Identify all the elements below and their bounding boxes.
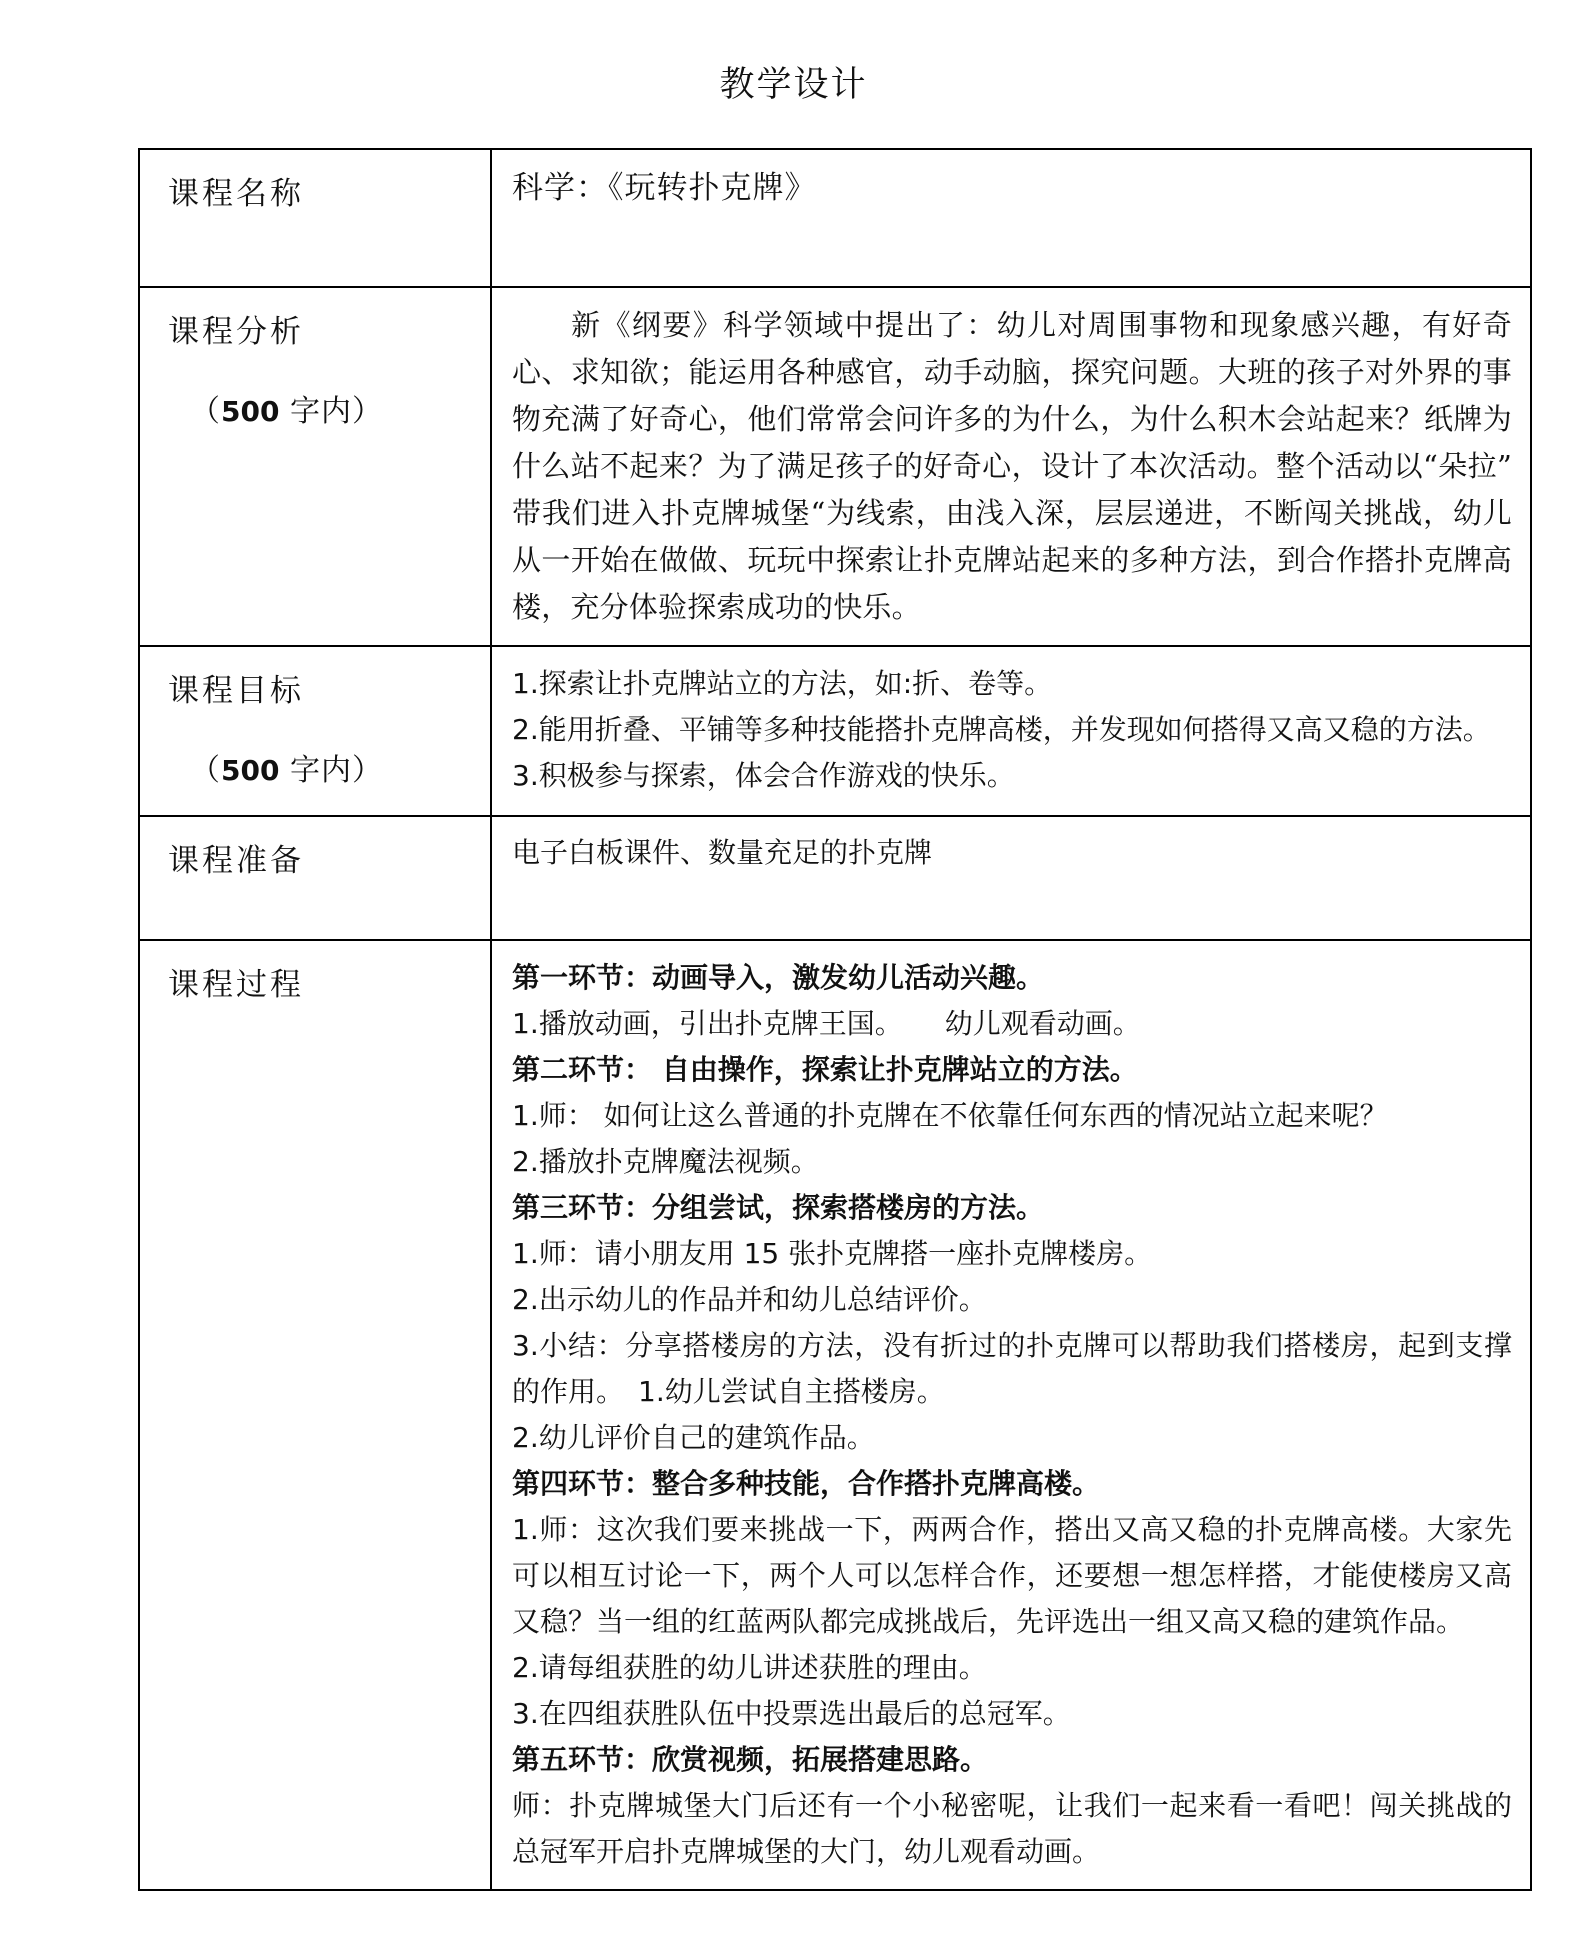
- row-content-course-analysis: [491, 287, 1531, 646]
- table-row-course-goals: [139, 646, 1531, 816]
- label-text: 课程分析: [168, 314, 304, 350]
- course-goal-line: 3.积极参与探索，体会合作游戏的快乐。: [512, 759, 1015, 792]
- row-label-course-preparation: [139, 816, 491, 940]
- process-step-line: 1.播放动画，引出扑克牌王国。 幼儿观看动画。: [512, 1007, 1141, 1040]
- label-text: 课程过程: [168, 967, 304, 1003]
- row-content-course-goals: [491, 646, 1531, 816]
- row-content-course-process: [491, 940, 1531, 1890]
- process-step-line: 师：扑克牌城堡大门后还有一个小秘密呢，让我们一起来看一看吧！闯关挑战的总冠军开启扑克牌城堡的大门，幼儿观看动画。: [512, 1789, 1512, 1868]
- row-content-course-preparation: [491, 816, 1531, 940]
- process-step-line: 2.播放扑克牌魔法视频。: [512, 1145, 819, 1178]
- process-step-line: 3.在四组获胜队伍中投票选出最后的总冠军。: [512, 1697, 1071, 1730]
- label-text: 课程目标: [168, 673, 304, 709]
- word-limit-number: 500: [221, 754, 280, 787]
- process-step-line: 3.小结：分享搭楼房的方法，没有折过的扑克牌可以帮助我们搭楼房，起到支撑的作用。 1.幼儿尝试自主搭楼房。: [512, 1329, 1512, 1408]
- row-label-course-name: [139, 149, 491, 287]
- course-goals-list: [512, 661, 1512, 799]
- word-limit-number: 500: [221, 395, 280, 428]
- word-limit-unit: 字内）: [279, 394, 383, 429]
- label-text: 课程准备: [168, 843, 304, 879]
- process-section-heading: 第二环节： 自由操作，探索让扑克牌站立的方法。: [512, 1053, 1138, 1086]
- course-goal-line: 2.能用折叠、平铺等多种技能搭扑克牌高楼，并发现如何搭得又高又稳的方法。: [512, 713, 1491, 746]
- process-section-heading: 第四环节：整合多种技能，合作搭扑克牌高楼。: [512, 1467, 1101, 1500]
- word-limit-unit: 字内）: [279, 753, 383, 788]
- paragraph-text: 新《纲要》科学领域中提出了：幼儿对周围事物和现象感兴趣，有好奇心、求知欲；能运用各种感官，动手动脑，探究问题。大班的孩子对外界的事物充满了好奇心，他们常常会问许多的为什么，为什么积木会站起来？纸牌为什么站不起来？为了满足孩子的好奇心，设计了本次活动。整个活动以“朵拉”带我们进入扑克牌城堡“为线索，由浅入深，层层递进，不断闯关挑战，幼儿从一开始在做做、玩玩中探索让扑克牌站起来的多种方法，到合作搭扑克牌高楼，充分体验探索成功的快乐。: [512, 308, 1512, 624]
- table-row-course-analysis: [139, 287, 1531, 646]
- process-step-line: 1.师：这次我们要来挑战一下，两两合作，搭出又高又稳的扑克牌高楼。大家先可以相互讨论一下，两个人可以怎样合作，还要想一想怎样搭，才能使楼房又高又稳？当一组的红蓝两队都完成挑战后，先评选出一组又高又稳的建筑作品。: [512, 1513, 1512, 1638]
- process-step-line: 1.师： 如何让这么普通的扑克牌在不依靠任何东西的情况站立起来呢？: [512, 1099, 1388, 1132]
- course-goal-line: 1.探索让扑克牌站立的方法，如:折、卷等。: [512, 667, 1053, 700]
- course-analysis-paragraph: [512, 302, 1512, 631]
- table-row-course-process: [139, 940, 1531, 1890]
- page-title: 教学设计: [719, 65, 868, 105]
- process-step-line: 2.请每组获胜的幼儿讲述获胜的理由。: [512, 1651, 987, 1684]
- paren-open: （: [190, 394, 221, 429]
- table-row-course-preparation: [139, 816, 1531, 940]
- paren-open: （: [190, 753, 221, 788]
- process-section-heading: 第一环节：动画导入，激发幼儿活动兴趣。: [512, 961, 1045, 994]
- row-label-course-goals: [139, 646, 491, 816]
- process-step-line: 2.幼儿评价自己的建筑作品。: [512, 1421, 875, 1454]
- table-row-course-name: [139, 149, 1531, 287]
- label-text: 课程名称: [168, 176, 304, 212]
- label-sub-limit: [168, 390, 490, 434]
- row-content-course-name: [491, 149, 1531, 287]
- row-label-course-analysis: [139, 287, 491, 646]
- label-sub-limit: [168, 749, 490, 793]
- process-step-line: 2.出示幼儿的作品并和幼儿总结评价。: [512, 1283, 987, 1316]
- process-section-heading: 第三环节：分组尝试，探索搭楼房的方法。: [512, 1191, 1045, 1224]
- course-process-steps: [512, 955, 1512, 1875]
- process-step-line: 1.师：请小朋友用 15 张扑克牌搭一座扑克牌楼房。: [512, 1237, 1153, 1270]
- lesson-plan-table: [138, 148, 1532, 1891]
- process-section-heading: 第五环节：欣赏视频，拓展搭建思路。: [512, 1743, 989, 1776]
- row-label-course-process: [139, 940, 491, 1890]
- course-preparation-value: 电子白板课件、数量充足的扑克牌: [512, 836, 933, 869]
- course-name-value: 科学：《玩转扑克牌》: [512, 170, 817, 206]
